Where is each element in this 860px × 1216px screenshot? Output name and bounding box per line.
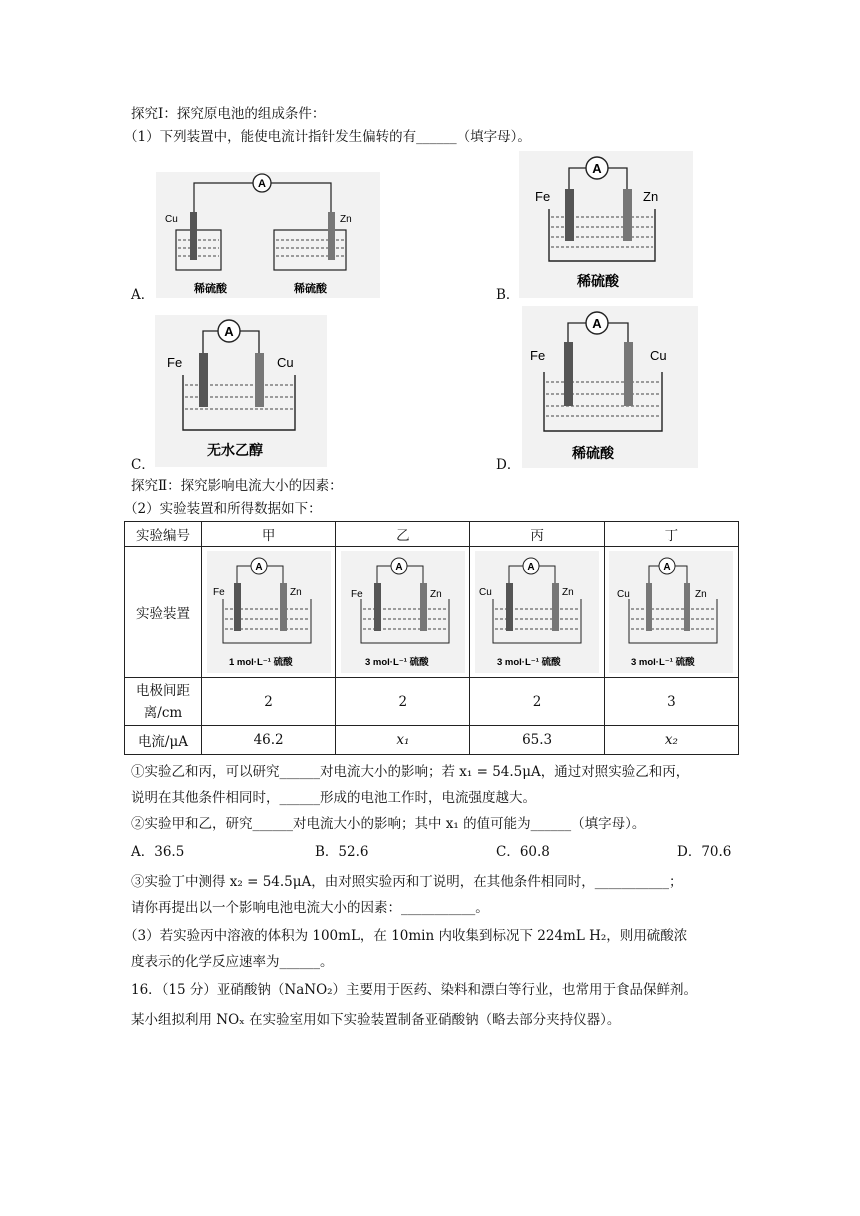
distance-yi: 2: [336, 678, 470, 726]
device-bing-right: Zn: [562, 587, 574, 598]
svg-text:A: A: [254, 562, 263, 573]
distance-label-line2: 离/cm: [143, 704, 183, 721]
figure-a: [156, 172, 380, 298]
figure-c-label: C．: [131, 457, 155, 473]
svg-text:A: A: [395, 562, 403, 573]
device-ding-right: Zn: [695, 589, 708, 600]
option-a: A．36.5: [131, 844, 185, 860]
figure-a-left-electrode: Cu: [165, 214, 178, 225]
figure-b-solution: 稀硫酸: [577, 273, 619, 289]
question-16a: 16．（15 分）亚硝酸钠（NaNO₂）主要用于医药、染料和漂白等行业，也常用于食品保鲜剂。: [131, 982, 698, 998]
current-label: 电流/μA: [125, 726, 202, 755]
figure-c: [155, 315, 327, 467]
device-ding: [609, 551, 733, 673]
distance-label-line1: 电极间距: [135, 682, 190, 699]
option-b: B．52.6: [315, 844, 369, 860]
device-cell: [470, 547, 604, 678]
device-cell: [201, 547, 335, 678]
figure-d-label: D．: [496, 457, 521, 473]
figure-d-solution: 稀硫酸: [572, 445, 614, 461]
question-2: （2）实验装置和所得数据如下：: [124, 501, 322, 517]
device-cell: [604, 547, 738, 678]
header-label: 实验编号: [125, 522, 202, 547]
figure-d-right-electrode: Cu: [650, 348, 667, 363]
question-3b: 度表示的化学反应速率为______。: [131, 954, 334, 970]
experiment-table: [124, 521, 739, 755]
question-1: （1）下列装置中，能使电流计指针发生偏转的有______（填字母）。: [124, 129, 531, 145]
distance-label: [125, 678, 202, 726]
device-cell: [336, 547, 470, 678]
question-3a: （3）若实验丙中溶液的体积为 100mL，在 10min 内收集到标况下 224mL H₂，则用硫酸浓: [124, 928, 688, 944]
question-2-1b: 说明在其他条件相同时，______形成的电池工作时，电流强度越大。: [131, 790, 536, 806]
distance-bing: 2: [470, 678, 604, 726]
option-d: D．70.6: [677, 844, 732, 860]
figure-c-right-electrode: Cu: [277, 355, 294, 370]
col-name-bing: 丙: [470, 522, 604, 547]
device-yi-right: Zn: [429, 589, 442, 600]
question-2-1a: ①实验乙和丙，可以研究______对电流大小的影响；若 x₁ = 54.5μA，通过对照实验乙和丙，: [131, 764, 690, 780]
figure-b-right-electrode: Zn: [643, 189, 659, 204]
figure-b-left-electrode: Fe: [535, 189, 551, 204]
device-yi-left: Fe: [350, 589, 363, 600]
device-jia: [207, 551, 331, 673]
part2-title: 探究Ⅱ：探究影响电流大小的因素：: [131, 478, 343, 494]
distance-jia: 2: [201, 678, 335, 726]
question-2-2: ②实验甲和乙，研究______对电流大小的影响；其中 x₁ 的值可能为______（填字母）。: [131, 816, 646, 832]
device-yi-acid: 3 mol·L⁻¹ 硫酸: [364, 657, 429, 668]
device-jia-acid: 1 mol·L⁻¹ 硫酸: [228, 657, 293, 668]
figure-c-solution: 无水乙醇: [207, 442, 263, 458]
question-16b: 某小组拟利用 NOₓ 在实验室用如下实验装置制备亚硝酸钠（略去部分夹持仪器）。: [131, 1012, 621, 1028]
svg-text:A: A: [592, 316, 602, 331]
device-ding-acid: 3 mol·L⁻¹ 硫酸: [631, 657, 695, 668]
current-ding: x₂: [604, 726, 738, 755]
svg-text:A: A: [592, 161, 602, 176]
col-name-ding: 丁: [604, 522, 738, 547]
device-bing-acid: 3 mol·L⁻¹ 硫酸: [497, 657, 561, 668]
figure-a-solution-right: 稀硫酸: [294, 283, 327, 295]
figure-a-label: A．: [131, 287, 155, 303]
svg-text:A: A: [527, 562, 535, 573]
distance-ding: 3: [604, 678, 738, 726]
current-yi: x₁: [336, 726, 470, 755]
device-bing-left: Cu: [479, 587, 492, 598]
col-name-yi: 乙: [336, 522, 470, 547]
figure-d: [522, 306, 698, 468]
figure-b-label: B．: [496, 287, 520, 303]
col-name-jia: 甲: [201, 522, 335, 547]
figure-c-left-electrode: Fe: [167, 355, 183, 370]
device-label: 实验装置: [125, 547, 202, 678]
question-2-3a: ③实验丁中测得 x₂ = 54.5μA，由对照实验丙和丁说明，在其他条件相同时，___________；: [131, 874, 683, 890]
device-yi: [341, 551, 465, 673]
svg-text:A: A: [258, 178, 266, 190]
current-bing: 65.3: [470, 726, 604, 755]
svg-text:A: A: [663, 562, 671, 573]
device-jia-left: Fe: [212, 587, 225, 598]
current-jia: 46.2: [201, 726, 335, 755]
option-c: C．60.8: [496, 844, 550, 860]
device-bing: [475, 551, 599, 673]
device-ding-left: Cu: [617, 589, 631, 600]
figure-b: [519, 151, 693, 298]
part1-title: 探究Ⅰ：探究原电池的组成条件：: [131, 106, 326, 122]
figure-a-right-electrode: Zn: [340, 214, 352, 225]
question-2-3b: 请你再提出以一个影响电池电流大小的因素：___________。: [131, 900, 489, 916]
figure-d-left-electrode: Fe: [530, 348, 546, 363]
figure-a-solution-left: 稀硫酸: [194, 283, 227, 295]
svg-text:A: A: [224, 324, 234, 339]
device-jia-right: Zn: [289, 587, 302, 598]
